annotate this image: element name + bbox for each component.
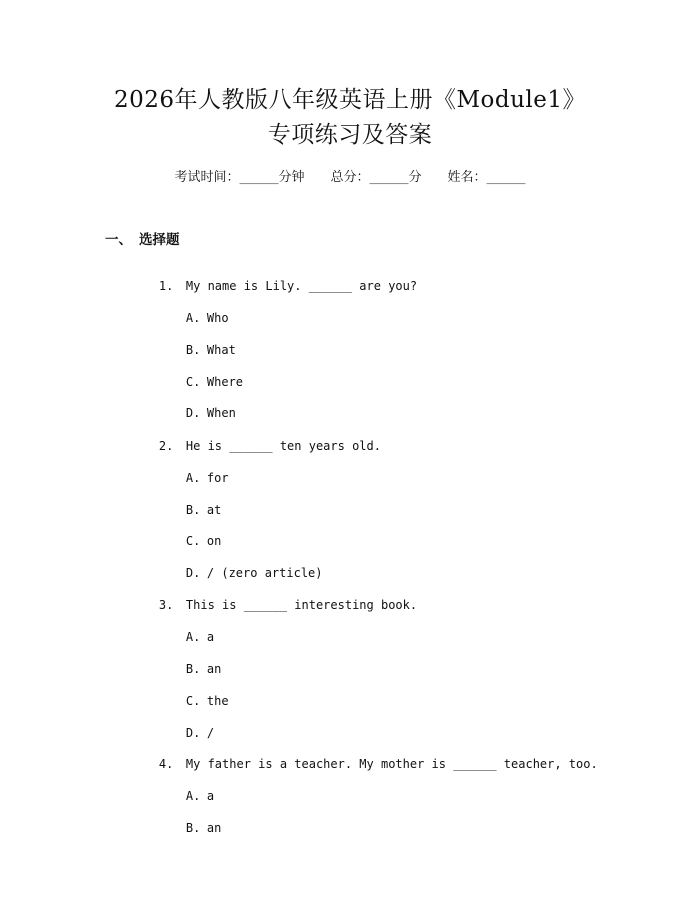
option-text: Where: [206, 375, 244, 389]
option-text: for: [206, 471, 229, 485]
option-text: a: [206, 789, 215, 803]
option-text: Who: [206, 311, 229, 325]
option-text: /: [206, 726, 215, 740]
document-title-line1: 2026年人教版八年级英语上册《Module1》: [113, 87, 587, 113]
exam-name-label: 姓名：______: [447, 170, 526, 185]
option-text: the: [206, 694, 229, 708]
document-title-line2: 专项练习及答案: [267, 122, 433, 148]
option-text: an: [206, 821, 222, 835]
section-title: 选择题: [139, 232, 180, 248]
question-number: 1.: [158, 279, 174, 293]
option-text: When: [206, 406, 236, 420]
option-letter: B.: [185, 662, 201, 676]
question-number: 3.: [158, 598, 174, 612]
exam-score-label: 总分：______分: [330, 170, 422, 185]
option-letter: A.: [185, 471, 201, 485]
option-letter: C.: [185, 375, 201, 389]
option-letter: B.: [185, 343, 201, 357]
option-text: on: [206, 534, 222, 548]
question-text: This is ______ interesting book.: [185, 598, 418, 612]
option-letter: B.: [185, 503, 201, 517]
question-number: 2.: [158, 439, 174, 453]
section-heading: [105, 231, 180, 249]
option-letter: C.: [185, 534, 201, 548]
question-text: My father is a teacher. My mother is ______ teacher, too.: [185, 757, 598, 771]
exam-time-label: 考试时间：______分钟: [174, 170, 305, 185]
question-4-option-b: [157, 804, 221, 852]
question-text: He is ______ ten years old.: [185, 439, 381, 453]
option-text: / (zero article): [206, 566, 323, 580]
option-letter: A.: [185, 789, 201, 803]
question-number: 4.: [158, 757, 174, 771]
section-number: 一、: [105, 232, 132, 248]
option-letter: D.: [185, 726, 201, 740]
option-text: What: [206, 343, 236, 357]
option-letter: D.: [185, 566, 201, 580]
question-text: My name is Lily. ______ are you?: [185, 279, 418, 293]
option-text: at: [206, 503, 222, 517]
option-text: an: [206, 662, 222, 676]
option-letter: B.: [185, 821, 201, 835]
option-letter: C.: [185, 694, 201, 708]
option-letter: D.: [185, 406, 201, 420]
exam-info: [0, 169, 700, 187]
option-text: a: [206, 630, 215, 644]
option-letter: A.: [185, 311, 201, 325]
option-letter: A.: [185, 630, 201, 644]
